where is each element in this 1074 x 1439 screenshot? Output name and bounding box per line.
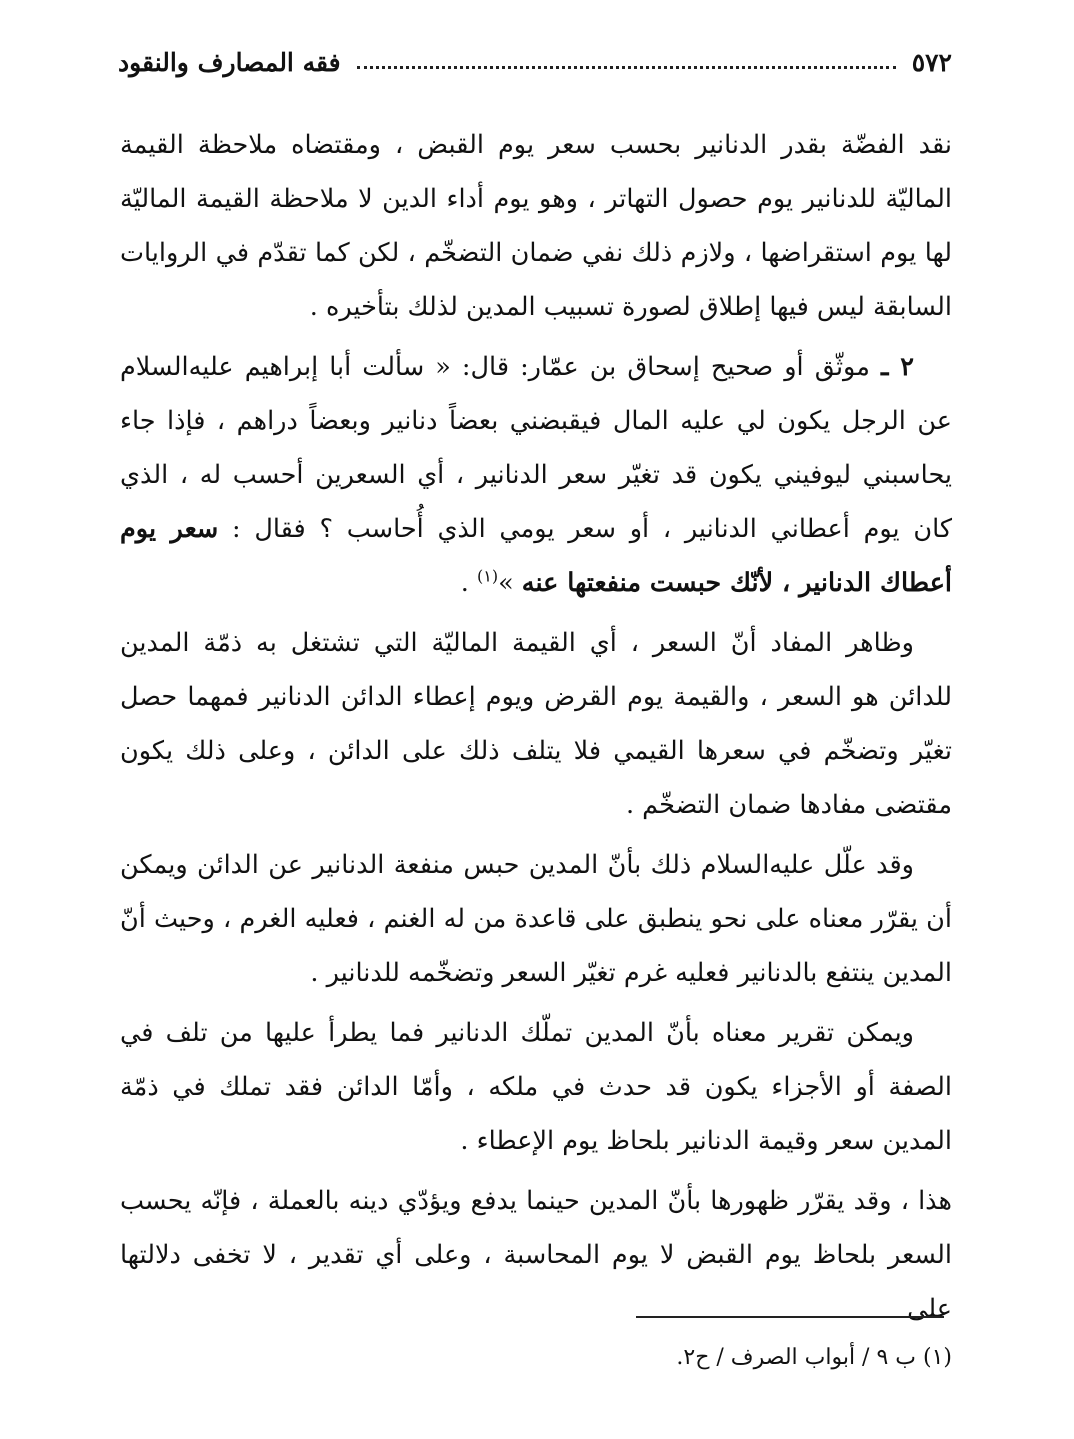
page-header <box>118 38 952 86</box>
hadith-answer-bold: سعر يوم أعطاك الدنانير ، لأنّك حبست منفعتها عنه <box>120 514 952 598</box>
paragraph-hadith-2 <box>120 340 952 610</box>
hadith-number: ٢ ـ <box>880 352 914 382</box>
hadith-text: موثّق أو صحيح إسحاق بن عمّار: قال: « سألت أبا إبراهيم عليه‌السلام عن الرجل يكون لي عليه المال فيقبضني بعضاً دنانير وبعضاً دراهم ، فإذا جاء يحاسبني ليوفيني يكون قد تغيّر سعر الدنانير ، أي السعرين أحسب له ، الذي كان يوم أعطاني الدنانير ، أو سعر يومي الذي أُحاسب ؟ فقال : <box>120 352 952 544</box>
footnote-reference: (١) <box>476 566 499 586</box>
paragraph: وقد علّل عليه‌السلام ذلك بأنّ المدين حبس منفعة الدنانير عن الدائن ويمكن أن يقرّر معناه على نحو ينطبق على قاعدة من له الغنم ، فعليه الغرم ، وحيث أنّ المدين ينتفع بالدنانير فعليه غرم تغيّر السعر وتضخّمه للدنانير . <box>120 850 952 988</box>
header-dotted-leader <box>357 66 896 69</box>
running-title: فقه المصارف والنقود <box>118 47 341 77</box>
paragraph: ويمكن تقرير معناه بأنّ المدين تملّك الدنانير فما يطرأ عليها من تلف في الصفة أو الأجزاء يكون قد حدث في ملكه ، وأمّا الدائن فقد تملك في ذمّة المدين سعر وقيمة الدنانير بلحاظ يوم الإعطاء . <box>120 1018 952 1156</box>
paragraph: هذا ، وقد يقرّر ظهورها بأنّ المدين حينما يدفع ويؤدّي دينه بالعملة ، فإنّه يحسب السعر بلحاظ يوم القبض لا يوم المحاسبة ، وعلى أي تقدير ، لا تخفى دلالتها على <box>120 1186 952 1324</box>
paragraph-end: . <box>460 568 477 598</box>
page-number: ٥٧٢ <box>911 47 952 77</box>
main-text <box>120 118 952 1342</box>
paragraph: وظاهر المفاد أنّ السعر ، أي القيمة الماليّة التي تشتغل به ذمّة المدين للدائن هو السعر ، والقيمة يوم القرض ويوم إعطاء الدائن الدنانير فمهما حصل تغيّر وتضخّم في سعرها القيمي فلا يتلف ذلك على الدائن ، وعلى ذلك يكون مقتضى مفادها ضمان التضخّم . <box>120 628 952 820</box>
paragraph: نقد الفضّة بقدر الدنانير بحسب سعر يوم القبض ، ومقتضاه ملاحظة القيمة الماليّة للدنانير يوم حصول التهاتر ، وهو يوم أداء الدين لا ملاحظة القيمة الماليّة لها يوم استقراضها ، ولازم ذلك نفي ضمان التضخّم ، لكن كما تقدّم في الروايات السابقة ليس فيها إطلاق لصورة تسبيب المدين لذلك بتأخيره . <box>120 130 952 322</box>
quote-close: » <box>498 568 522 598</box>
footnote-separator <box>636 1316 944 1318</box>
footnote: (١) ب ٩ / أبواب الصرف / ح٢. <box>676 1345 952 1370</box>
